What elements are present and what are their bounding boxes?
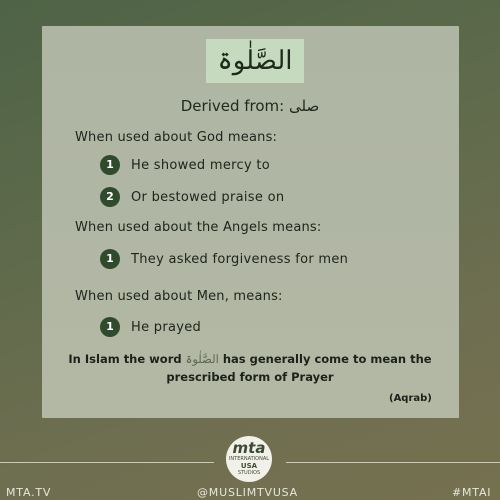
- footer-hashtag: #MTAI: [452, 486, 492, 499]
- logo-usa: USA: [240, 462, 258, 470]
- note-text-before: In Islam the word: [68, 352, 182, 366]
- footer-website: MTA.TV: [6, 486, 52, 499]
- derived-label: Derived from:: [180, 97, 285, 115]
- derived-arabic: صلی: [289, 97, 320, 115]
- list-item: [100, 155, 270, 175]
- number-badge: 1: [100, 249, 120, 269]
- list-item: [100, 187, 284, 207]
- list-item-text: They asked forgiveness for men: [131, 251, 349, 267]
- list-item-text: He prayed: [131, 319, 202, 335]
- divider-left: [0, 462, 214, 463]
- note-text-after: has generally come to mean the: [222, 352, 432, 366]
- heading-god: When used about God means:: [75, 130, 278, 145]
- logo-wordmark: mta: [232, 439, 266, 457]
- explanation-note: [50, 350, 450, 386]
- note-text-line2: prescribed form of Prayer: [166, 370, 334, 384]
- divider-right: [286, 462, 500, 463]
- list-item-text: Or bestowed praise on: [131, 189, 285, 205]
- number-badge: 1: [100, 155, 120, 175]
- number-badge: 1: [100, 317, 120, 337]
- logo-studios: STUDIOS: [237, 470, 261, 476]
- mta-logo: [226, 436, 272, 482]
- footer-handle: @MUSLIMTVUSA: [197, 486, 298, 499]
- list-item: [100, 317, 201, 337]
- list-item: [100, 249, 348, 269]
- number-badge: 2: [100, 187, 120, 207]
- derived-from-line: [0, 97, 500, 115]
- note-arabic: الصَّلٰوۃ: [185, 352, 219, 366]
- heading-angels: When used about the Angels means:: [75, 220, 322, 235]
- arabic-title: الصَّلٰوۃ: [206, 39, 304, 83]
- list-item-text: He showed mercy to: [131, 157, 271, 173]
- logo-international: INTERNATIONAL: [228, 456, 270, 462]
- heading-men: When used about Men, means:: [75, 289, 283, 304]
- source-citation: (Aqrab): [389, 393, 432, 404]
